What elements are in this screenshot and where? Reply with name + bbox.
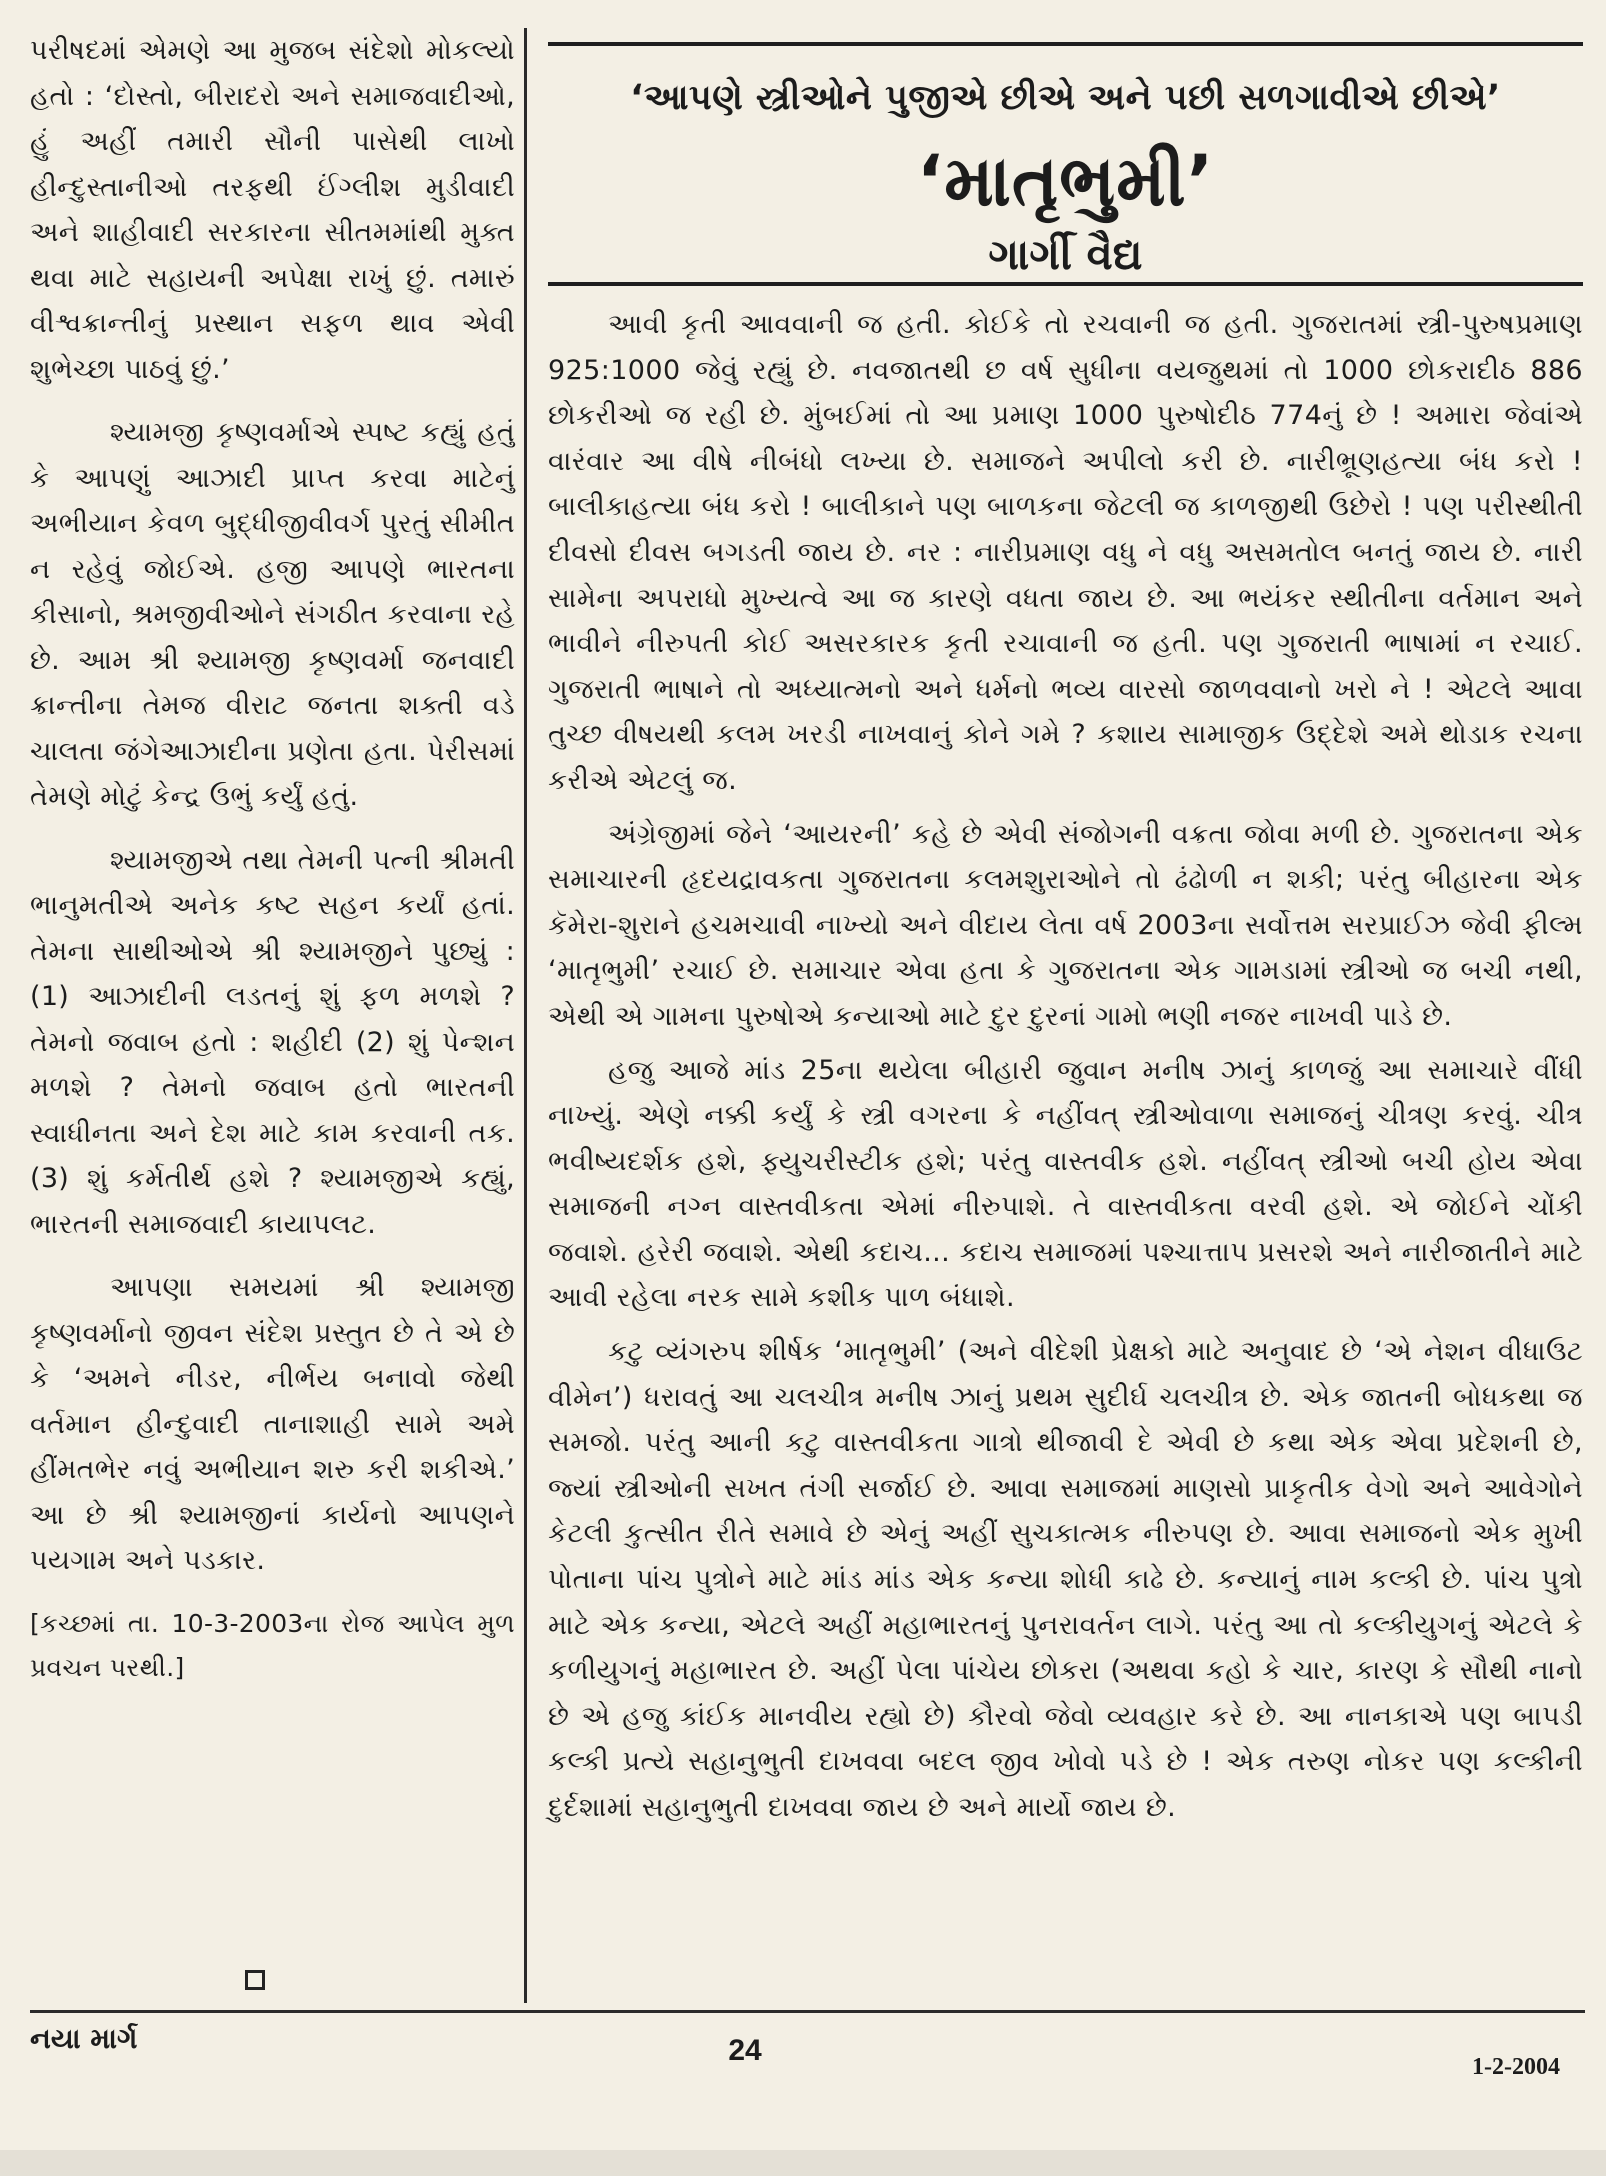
title-rule-top bbox=[548, 42, 1583, 46]
article-title: ‘માતૃભુમી’ bbox=[916, 140, 1215, 222]
left-paragraph-2: શ્યામજી કૃષ્ણવર્માએ સ્પષ્ટ કહ્યું હતું કે આપણું આઝાદી પ્રાપ્ત કરવા માટેનું અભીયાન કેવળ બુદ્ધીજીવીવર્ગ પુરતું સીમીત ન રહેવું જોઈએ. હજી આપણે ભારતના કીસાનો, શ્રમજીવીઓને સંગઠીત કરવાના રહે છે. આમ શ્રી શ્યામજી કૃષ્ણવર્મા જનવાદી ક્રાન્તીના તેમજ વીરાટ જનતા શક્તી વડે ચાલતા જંગેઆઝાદીના પ્રણેતા હતા. પેરીસમાં તેમણે મોટું કેન્દ્ર ઉભું કર્યું હતું. bbox=[30, 417, 515, 812]
footer-rule bbox=[30, 2010, 1585, 2013]
source-note: [કચ્છમાં તા. 10-3-2003ના રોજ આપેલ મુળ પ્રવચન પરથી.] bbox=[30, 1608, 515, 1682]
article-body bbox=[548, 302, 1583, 1839]
column-divider bbox=[524, 28, 527, 2003]
scan-bottom-edge bbox=[0, 2150, 1606, 2176]
article-paragraph-4: કટુ વ્યંગરુપ શીર્ષક ‘માતૃભુમી’ (અને વીદેશી પ્રેક્ષકો માટે અનુવાદ છે ‘એ નેશન વીધાઉટ વીમેન’) ધરાવતું આ ચલચીત્ર મનીષ ઝાનું પ્રથમ સુદીર્ઘ ચલચીત્ર છે. એક જાતની બોધકથા જ સમજો. પરંતુ આની કટુ વાસ્તવીકતા ગાત્રો થીજાવી દે એવી છે કથા એક એવા પ્રદેશની છે, જ્યાં સ્ત્રીઓની સખત તંગી સર્જાઈ છે. આવા સમાજમાં માણસો પ્રાકૃતીક વેગો અને આવેગોને કેટલી કુત્સીત રીતે સમાવે છે એનું અહીં સુચકાત્મક નીરુપણ છે. આવા સમાજનો એક મુખી પોતાના પાંચ પુત્રોને માટે માંડ માંડ એક કન્યા શોધી કાઢે છે. કન્યાનું નામ કલ્કી છે. પાંચ પુત્રો માટે એક કન્યા, એટલે અહીં મહાભારતનું પુનરાવર્તન લાગે. પરંતુ આ તો કલ્કીયુગનું એટલે કે કળીયુગનું મહાભારત છે. અહીં પેલા પાંચેય છોકરા (અથવા કહો કે ચાર, કારણ કે સૌથી નાનો છે એ હજુ કાંઈક માનવીય રહ્યો છે) કૌરવો જેવો વ્યવહાર કરે છે. આ નાનકાએ પણ બાપડી કલ્કી પ્રત્યે સહાનુભુતી દાખવવા બદલ જીવ ખોવો પડે છે ! એક તરુણ નોકર પણ કલ્કીની દુર્દશામાં સહાનુભુતી દાખવવા જાય છે અને માર્યો જાય છે. bbox=[548, 1336, 1583, 1823]
page-number: 24 bbox=[728, 2034, 762, 2067]
article-paragraph-1: આવી કૃતી આવવાની જ હતી. કોઈકે તો રચવાની જ હતી. ગુજરાતમાં સ્ત્રી-પુરુષપ્રમાણ 925:1000 જેવું રહ્યું છે. નવજાતથી છ વર્ષ સુધીના વયજુથમાં તો 1000 છોકરાદીઠ 886 છોકરીઓ જ રહી છે. મુંબઈમાં તો આ પ્રમાણ 1000 પુરુષોદીઠ 774નું છે ! અમારા જેવાંએ વારંવાર આ વીષે નીબંધો લખ્યા છે. સમાજને અપીલો કરી છે. નારીભ્રૂણહત્યા બંધ કરો ! બાલીકાહત્યા બંધ કરો ! બાલીકાને પણ બાળકના જેટલી જ કાળજીથી ઉછેરો ! પણ પરીસ્થીતી દીવસો દીવસ બગડતી જાય છે. નર : નારીપ્રમાણ વધુ ને વધુ અસમતોલ બનતું જાય છે. નારી સામેના અપરાધો મુખ્યત્વે આ જ કારણે વધતા જાય છે. આ ભયંકર સ્થીતીના વર્તમાન અને ભાવીને નીરુપતી કોઈ અસરકારક કૃતી રચાવાની જ હતી. પણ ગુજરાતી ભાષામાં ન રચાઈ. ગુજરાતી ભાષાને તો અધ્યાત્મનો અને ધર્મનો ભવ્ય વારસો જાળવવાનો ખરો ને ! એટલે આવા તુચ્છ વીષયથી કલમ ખરડી નાખવાનું કોને ગમે ? કશાય સામાજીક ઉદ્દેશે અમે થોડાક રચના કરીએ એટલું જ. bbox=[548, 309, 1583, 796]
article-kicker: ‘આપણે સ્ત્રીઓને પુજીએ છીએ અને પછી સળગાવીએ છીએ’ bbox=[630, 78, 1501, 118]
article-paragraph-3: હજુ આજે માંડ 25ના થયેલા બીહારી જુવાન મનીષ ઝાનું કાળજું આ સમાચારે વીંધી નાખ્યું. એણે નક્કી કર્યું કે સ્ત્રી વગરના કે નહીંવત્ સ્ત્રીઓવાળા સમાજનું ચીત્રણ કરવું. ચીત્ર ભવીષ્યદર્શક હશે, ફ્યુચરીસ્ટીક હશે; પરંતુ વાસ્તવીક હશે. નહીંવત્ સ્ત્રીઓ બચી હોય એવા સમાજની નગ્ન વાસ્તવીકતા એમાં નીરુપાશે. તે વાસ્તવીકતા વરવી હશે. એ જોઈને ચોંકી જવાશે. હરેરી જવાશે. એથી કદાચ... કદાચ સમાજમાં પશ્ચાત્તાપ પ્રસરશે અને નારીજાતીને માટે આવી રહેલા નરક સામે કશીક પાળ બંધાશે. bbox=[548, 1054, 1583, 1314]
magazine-name: નયા માર્ગ bbox=[30, 2022, 138, 2055]
left-paragraph-1: પરીષદમાં એમણે આ મુજબ સંદેશો મોકલ્યો હતો : ‘દોસ્તો, બીરાદરો અને સમાજવાદીઓ, હું અહીં તમારી સૌની પાસેથી લાખો હીન્દુસ્તાનીઓ તરફથી ઈંગ્લીશ મુડીવાદી અને શાહીવાદી સરકારના સીતમમાંથી મુક્ત થવા માટે સહાયની અપેક્ષા રાખું છું. તમારું વીશ્વક્રાન્તીનું પ્રસ્થાન સફળ થાવ એવી શુભેચ્છા પાઠવું છું.’ bbox=[30, 35, 515, 385]
article-paragraph-2: અંગ્રેજીમાં જેને ‘આયરની’ કહે છે એવી સંજોગની વક્રતા જોવા મળી છે. ગુજરાતના એક સમાચારની હૃદયદ્રાવકતા ગુજરાતના કલમશુરાઓને તો ઢંઢોળી ન શકી; પરંતુ બીહારના એક કૅમેરા-શુરાને હચમચાવી નાખ્યો અને વીદાય લેતા વર્ષ 2003ના સર્વોત્તમ સરપ્રાઈઝ જેવી ફીલ્મ ‘માતૃભુમી’ રચાઈ છે. સમાચાર એવા હતા કે ગુજરાતના એક ગામડામાં સ્ત્રીઓ જ બચી નથી, એથી એ ગામના પુરુષોએ કન્યાઓ માટે દુર દુરનાં ગામો ભણી નજર નાખવી પાડે છે. bbox=[548, 818, 1583, 1032]
issue-date: 1-2-2004 bbox=[1472, 2054, 1560, 2080]
title-rule-bottom bbox=[548, 282, 1583, 286]
article-author: ગાર્ગી વૈદ્ય bbox=[988, 230, 1143, 279]
end-of-article-square-icon bbox=[245, 1970, 265, 1990]
left-paragraph-4: આપણા સમયમાં શ્રી શ્યામજી કૃષ્ણવર્માનો જીવન સંદેશ પ્રસ્તુત છે તે એ છે કે ‘અમને નીડર, નીર્ભય બનાવો જેથી વર્તમાન હીન્દુવાદી તાનાશાહી સામે અમે હીંમતભેર નવું અભીયાન શરુ કરી શકીએ.’ આ છે શ્રી શ્યામજીનાં કાર્યનો આપણને પયગામ અને પડકાર. bbox=[30, 1272, 515, 1576]
left-paragraph-3: શ્યામજીએ તથા તેમની પત્ની શ્રીમતી ભાનુમતીએ અનેક કષ્ટ સહન કર્યાં હતાં. તેમના સાથીઓએ શ્રી શ્યામજીને પુછ્યું : (1) આઝાદીની લડતનું શું ફળ મળશે ? તેમનો જવાબ હતો : શહીદી (2) શું પેન્શન મળશે ? તેમનો જવાબ હતો ભારતની સ્વાધીનતા અને દેશ માટે કામ કરવાની તક. (3) શું કર્મતીર્થ હશે ? શ્યામજીએ કહ્યું, ભારતની સમાજવાદી કાયાપલટ. bbox=[30, 844, 515, 1240]
left-column bbox=[30, 28, 515, 1708]
